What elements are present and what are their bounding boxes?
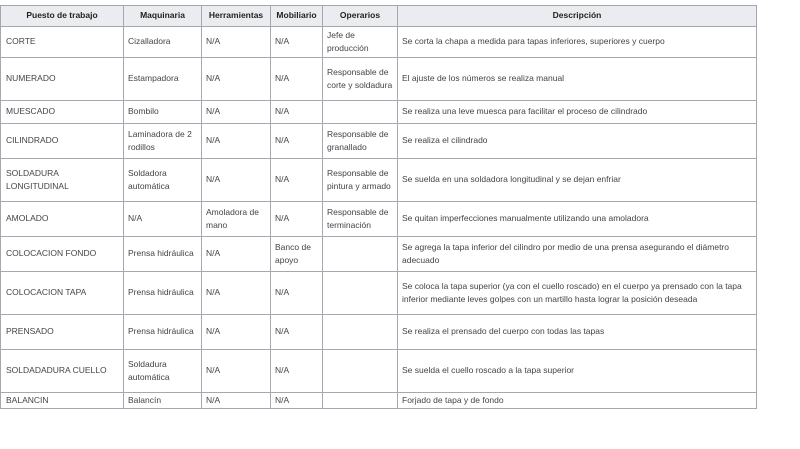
cell-mobiliario: N/A [271,272,323,315]
cell-operarios: Responsable de granallado [323,124,398,159]
cell-operarios [323,272,398,315]
cell-puesto: AMOLADO [1,202,124,237]
cell-maquinaria: Prensa hidráulica [124,237,202,272]
cell-operarios [323,393,398,409]
cell-maquinaria: Bombilo [124,101,202,124]
cell-operarios [323,101,398,124]
cell-puesto: SOLDADURA LONGITUDINAL [1,159,124,202]
cell-puesto: NUMERADO [1,58,124,101]
cell-mobiliario: Banco de apoyo [271,237,323,272]
cell-herramientas: N/A [202,315,271,350]
table-row [1,237,757,272]
table-row [1,393,757,409]
cell-descripcion: Se realiza una leve muesca para facilitar el proceso de cilindrado [398,101,757,124]
cell-herramientas: N/A [202,393,271,409]
header-herramientas: Herramientas [202,6,271,27]
cell-descripcion: Se realiza el prensado del cuerpo con todas las tapas [398,315,757,350]
cell-herramientas: N/A [202,27,271,58]
table-row [1,124,757,159]
cell-mobiliario: N/A [271,350,323,393]
cell-operarios [323,350,398,393]
cell-puesto: COLOCACION FONDO [1,237,124,272]
table-row [1,101,757,124]
cell-puesto: PRENSADO [1,315,124,350]
cell-operarios: Responsable de pintura y armado [323,159,398,202]
cell-puesto: CILINDRADO [1,124,124,159]
cell-mobiliario: N/A [271,124,323,159]
cell-descripcion: Se realiza el cilindrado [398,124,757,159]
table-row [1,315,757,350]
table-row [1,202,757,237]
cell-maquinaria: Prensa hidráulica [124,272,202,315]
cell-descripcion: Se coloca la tapa superior (ya con el cuello roscado) en el cuerpo ya prensado con la tapa inferior mediante leves golpes con un martillo hasta lograr la posición deseada [398,272,757,315]
header-mobiliario: Mobiliario [271,6,323,27]
cell-puesto: SOLDADADURA CUELLO [1,350,124,393]
cell-mobiliario: N/A [271,101,323,124]
cell-mobiliario: N/A [271,393,323,409]
cell-descripcion: El ajuste de los números se realiza manual [398,58,757,101]
cell-herramientas: N/A [202,58,271,101]
table-row [1,27,757,58]
cell-puesto: CORTE [1,27,124,58]
cell-descripcion: Se agrega la tapa inferior del cilindro por medio de una prensa asegurando el diámetro adecuado [398,237,757,272]
cell-puesto: COLOCACION TAPA [1,272,124,315]
cell-herramientas: N/A [202,272,271,315]
table-row [1,272,757,315]
cell-operarios [323,315,398,350]
cell-mobiliario: N/A [271,58,323,101]
cell-descripcion: Se quitan imperfecciones manualmente utilizando una amoladora [398,202,757,237]
header-descripcion: Descripción [398,6,757,27]
table-row [1,58,757,101]
cell-maquinaria: Estampadora [124,58,202,101]
cell-mobiliario: N/A [271,159,323,202]
cell-maquinaria: Soldadura automática [124,350,202,393]
cell-mobiliario: N/A [271,202,323,237]
cell-operarios: Jefe de producción [323,27,398,58]
cell-maquinaria: Soldadora automática [124,159,202,202]
header-operarios: Operarios [323,6,398,27]
cell-herramientas: N/A [202,350,271,393]
cell-herramientas: N/A [202,237,271,272]
cell-operarios: Responsable de terminación [323,202,398,237]
cell-mobiliario: N/A [271,315,323,350]
cell-puesto: BALANCIN [1,393,124,409]
cell-descripcion: Se corta la chapa a medida para tapas inferiores, superiores y cuerpo [398,27,757,58]
cell-herramientas: N/A [202,124,271,159]
cell-operarios [323,237,398,272]
cell-mobiliario: N/A [271,27,323,58]
cell-maquinaria: Balancín [124,393,202,409]
process-table [0,5,757,409]
cell-descripcion: Se suelda en una soldadora longitudinal y se dejan enfriar [398,159,757,202]
cell-puesto: MUESCADO [1,101,124,124]
cell-herramientas: N/A [202,101,271,124]
header-maquinaria: Maquinaria [124,6,202,27]
table-header-row [1,6,757,27]
cell-maquinaria: N/A [124,202,202,237]
cell-herramientas: N/A [202,159,271,202]
header-puesto: Puesto de trabajo [1,6,124,27]
table-row [1,350,757,393]
cell-descripcion: Forjado de tapa y de fondo [398,393,757,409]
cell-maquinaria: Laminadora de 2 rodillos [124,124,202,159]
cell-operarios: Responsable de corte y soldadura [323,58,398,101]
cell-herramientas: Amoladora de mano [202,202,271,237]
cell-descripcion: Se suelda el cuello roscado a la tapa superior [398,350,757,393]
table-row [1,159,757,202]
process-table-container [0,5,757,409]
cell-maquinaria: Cizalladora [124,27,202,58]
cell-maquinaria: Prensa hidráulica [124,315,202,350]
